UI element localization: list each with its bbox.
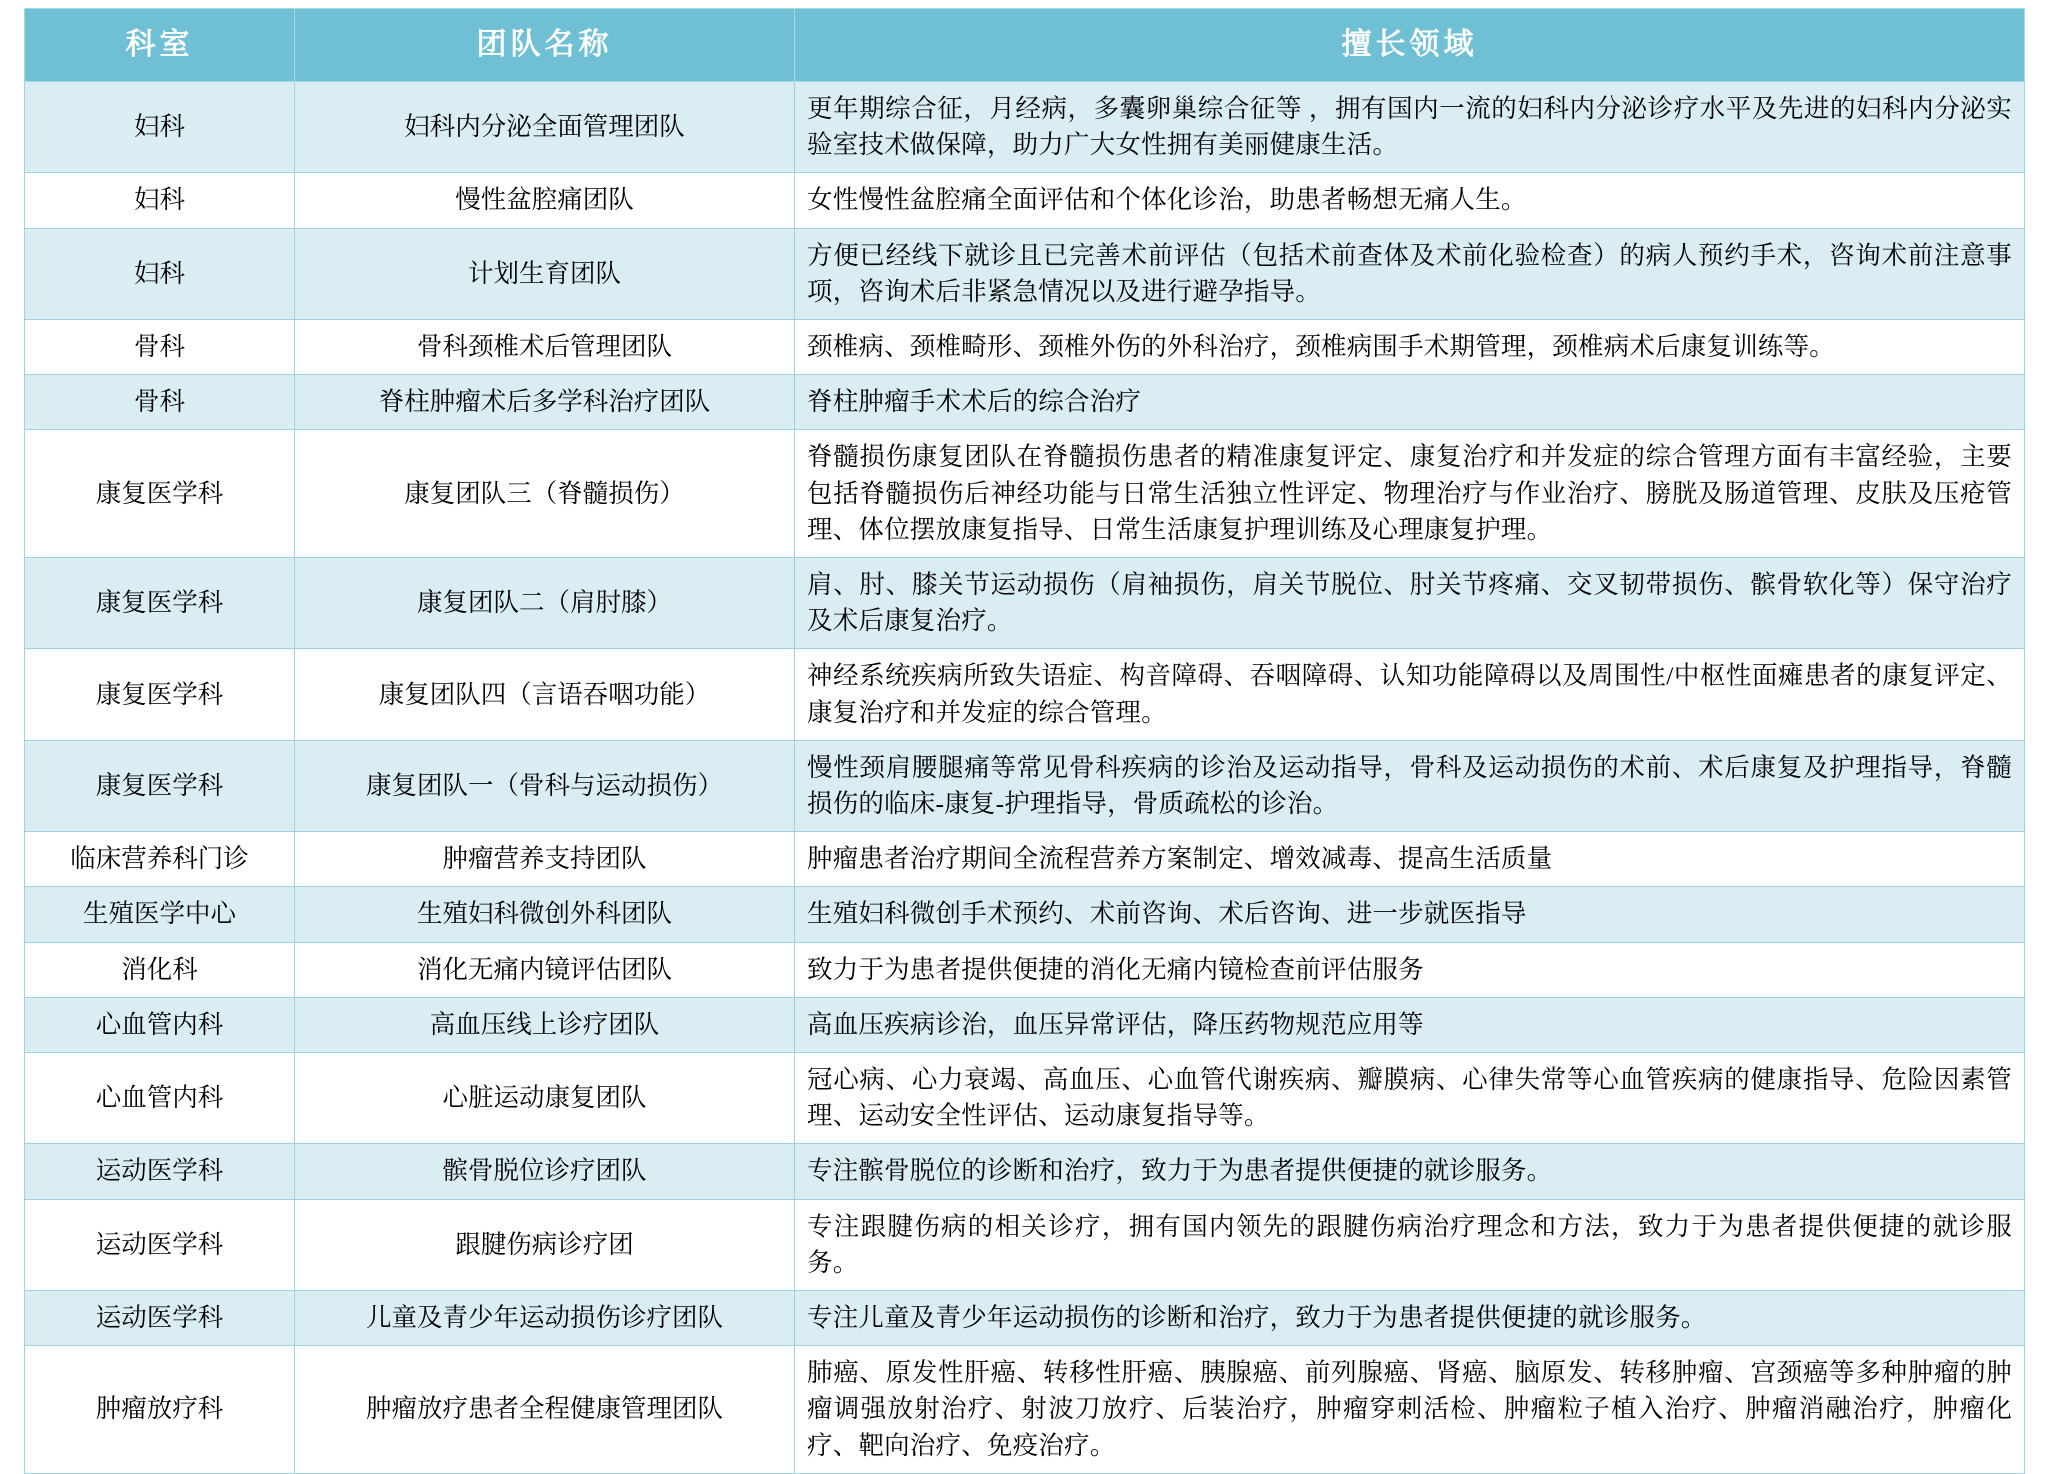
column-header-department: 科室 (25, 9, 295, 82)
cell-specialty: 专注儿童及青少年运动损伤的诊断和治疗，致力于为患者提供便捷的就诊服务。 (795, 1291, 2025, 1346)
table-row (25, 1346, 2025, 1474)
cell-department: 临床营养科门诊 (25, 832, 295, 887)
table-row (25, 887, 2025, 942)
cell-department: 骨科 (25, 320, 295, 375)
table-row (25, 1144, 2025, 1199)
cell-team-name: 高血压线上诊疗团队 (295, 997, 795, 1052)
cell-department: 肿瘤放疗科 (25, 1346, 295, 1474)
cell-team-name: 肿瘤放疗患者全程健康管理团队 (295, 1346, 795, 1474)
table-body (25, 82, 2025, 1474)
cell-department: 康复医学科 (25, 649, 295, 740)
cell-department: 心血管内科 (25, 1053, 295, 1144)
table-row (25, 82, 2025, 173)
cell-specialty: 颈椎病、颈椎畸形、颈椎外伤的外科治疗，颈椎病围手术期管理，颈椎病术后康复训练等。 (795, 320, 2025, 375)
cell-specialty: 脊柱肿瘤手术术后的综合治疗 (795, 375, 2025, 430)
cell-department: 骨科 (25, 375, 295, 430)
table-row (25, 375, 2025, 430)
cell-specialty: 肿瘤患者治疗期间全流程营养方案制定、增效减毒、提高生活质量 (795, 832, 2025, 887)
table-row (25, 1199, 2025, 1290)
cell-team-name: 骨科颈椎术后管理团队 (295, 320, 795, 375)
cell-department: 妇科 (25, 228, 295, 319)
cell-specialty: 女性慢性盆腔痛全面评估和个体化诊治，助患者畅想无痛人生。 (795, 173, 2025, 228)
team-table (24, 8, 2025, 1474)
table-row (25, 173, 2025, 228)
table-row (25, 649, 2025, 740)
cell-department: 运动医学科 (25, 1291, 295, 1346)
cell-specialty: 专注跟腱伤病的相关诊疗，拥有国内领先的跟腱伤病治疗理念和方法，致力于为患者提供便捷的就诊服务。 (795, 1199, 2025, 1290)
column-header-specialty: 擅长领域 (795, 9, 2025, 82)
cell-department: 妇科 (25, 82, 295, 173)
cell-team-name: 康复团队三（脊髓损伤） (295, 430, 795, 558)
table-row (25, 997, 2025, 1052)
table-row (25, 740, 2025, 831)
cell-team-name: 康复团队四（言语吞咽功能） (295, 649, 795, 740)
cell-specialty: 冠心病、心力衰竭、高血压、心血管代谢疾病、瓣膜病、心律失常等心血管疾病的健康指导、危险因素管理、运动安全性评估、运动康复指导等。 (795, 1053, 2025, 1144)
cell-specialty: 方便已经线下就诊且已完善术前评估（包括术前查体及术前化验检查）的病人预约手术，咨询术前注意事项，咨询术后非紧急情况以及进行避孕指导。 (795, 228, 2025, 319)
table-row (25, 1053, 2025, 1144)
table-row (25, 942, 2025, 997)
table-row (25, 430, 2025, 558)
cell-team-name: 脊柱肿瘤术后多学科治疗团队 (295, 375, 795, 430)
cell-team-name: 髌骨脱位诊疗团队 (295, 1144, 795, 1199)
cell-specialty: 肺癌、原发性肝癌、转移性肝癌、胰腺癌、前列腺癌、肾癌、脑原发、转移肿瘤、宫颈癌等多种肿瘤的肿瘤调强放射治疗、射波刀放疗、后装治疗，肿瘤穿刺活检、肿瘤粒子植入治疗、肿瘤消融治疗，肿瘤化疗、靶向治疗、免疫治疗。 (795, 1346, 2025, 1474)
cell-team-name: 肿瘤营养支持团队 (295, 832, 795, 887)
cell-team-name: 康复团队一（骨科与运动损伤） (295, 740, 795, 831)
cell-team-name: 生殖妇科微创外科团队 (295, 887, 795, 942)
table-row (25, 1291, 2025, 1346)
cell-specialty: 肩、肘、膝关节运动损伤（肩袖损伤，肩关节脱位、肘关节疼痛、交叉韧带损伤、髌骨软化等）保守治疗及术后康复治疗。 (795, 558, 2025, 649)
table-row (25, 558, 2025, 649)
cell-team-name: 消化无痛内镜评估团队 (295, 942, 795, 997)
table-row (25, 832, 2025, 887)
cell-department: 妇科 (25, 173, 295, 228)
column-header-team-name: 团队名称 (295, 9, 795, 82)
cell-department: 康复医学科 (25, 558, 295, 649)
cell-team-name: 计划生育团队 (295, 228, 795, 319)
cell-team-name: 儿童及青少年运动损伤诊疗团队 (295, 1291, 795, 1346)
cell-team-name: 心脏运动康复团队 (295, 1053, 795, 1144)
cell-specialty: 致力于为患者提供便捷的消化无痛内镜检查前评估服务 (795, 942, 2025, 997)
cell-team-name: 跟腱伤病诊疗团 (295, 1199, 795, 1290)
cell-specialty: 神经系统疾病所致失语症、构音障碍、吞咽障碍、认知功能障碍以及周围性/中枢性面瘫患者的康复评定、康复治疗和并发症的综合管理。 (795, 649, 2025, 740)
cell-department: 康复医学科 (25, 740, 295, 831)
cell-specialty: 生殖妇科微创手术预约、术前咨询、术后咨询、进一步就医指导 (795, 887, 2025, 942)
cell-specialty: 脊髓损伤康复团队在脊髓损伤患者的精准康复评定、康复治疗和并发症的综合管理方面有丰富经验，主要包括脊髓损伤后神经功能与日常生活独立性评定、物理治疗与作业治疗、膀胱及肠道管理、皮肤及压疮管理、体位摆放康复指导、日常生活康复护理训练及心理康复护理。 (795, 430, 2025, 558)
cell-team-name: 妇科内分泌全面管理团队 (295, 82, 795, 173)
cell-team-name: 康复团队二（肩肘膝） (295, 558, 795, 649)
cell-department: 生殖医学中心 (25, 887, 295, 942)
cell-specialty: 高血压疾病诊治，血压异常评估，降压药物规范应用等 (795, 997, 2025, 1052)
table-row (25, 320, 2025, 375)
cell-team-name: 慢性盆腔痛团队 (295, 173, 795, 228)
header-row (25, 9, 2025, 82)
cell-department: 运动医学科 (25, 1199, 295, 1290)
table-row (25, 228, 2025, 319)
cell-department: 康复医学科 (25, 430, 295, 558)
cell-specialty: 慢性颈肩腰腿痛等常见骨科疾病的诊治及运动指导，骨科及运动损伤的术前、术后康复及护理指导，脊髓损伤的临床-康复-护理指导，骨质疏松的诊治。 (795, 740, 2025, 831)
cell-department: 消化科 (25, 942, 295, 997)
cell-specialty: 专注髌骨脱位的诊断和治疗，致力于为患者提供便捷的就诊服务。 (795, 1144, 2025, 1199)
cell-department: 心血管内科 (25, 997, 295, 1052)
cell-specialty: 更年期综合征，月经病，多囊卵巢综合征等 ，拥有国内一流的妇科内分泌诊疗水平及先进的妇科内分泌实验室技术做保障，助力广大女性拥有美丽健康生活。 (795, 82, 2025, 173)
cell-department: 运动医学科 (25, 1144, 295, 1199)
table-header (25, 9, 2025, 82)
